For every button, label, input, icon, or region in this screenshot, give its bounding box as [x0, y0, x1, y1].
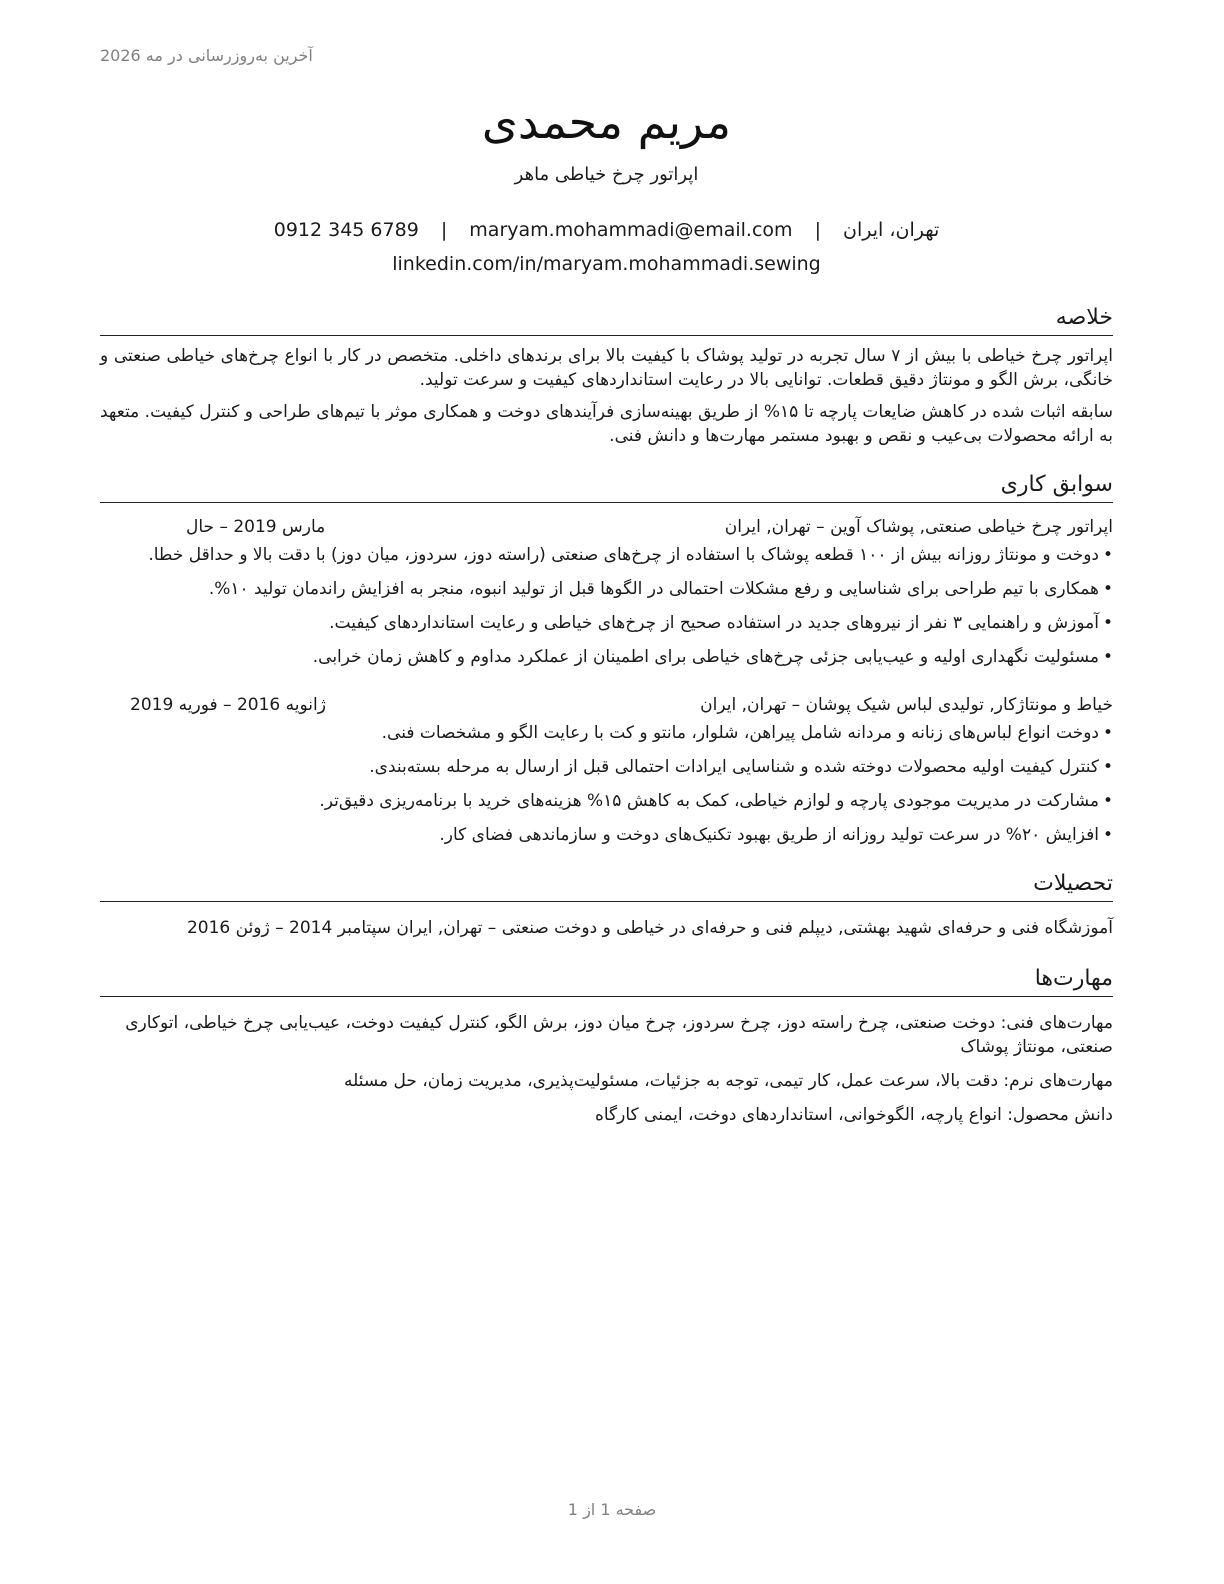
- job-bullet: • مسئولیت نگهداری اولیه و عیب‌یابی جزئی چرخ‌های خیاطی برای اطمینان از عملکرد مداوم و کاهش زمان خرابی.: [100, 645, 1113, 669]
- linkedin-line: [100, 247, 1113, 281]
- section-title-summary: خلاصه: [100, 303, 1113, 336]
- job-entry: [100, 691, 1113, 847]
- section-title-education: تحصیلات: [100, 869, 1113, 902]
- job-bullet: • دوخت انواع لباس‌های زنانه و مردانه شامل پیراهن، شلوار، مانتو و کت با رعایت الگو و مشخصات فنی.: [100, 721, 1113, 745]
- linkedin-link[interactable]: linkedin.com/in/maryam.mohammadi.sewing: [392, 253, 821, 275]
- job-heading: خیاط و مونتاژکار, تولیدی لباس شیک پوشان – تهران, ایران: [700, 695, 1113, 715]
- contact-info: [100, 213, 1113, 281]
- job-title: اپراتور چرخ خیاطی ماهر: [514, 164, 699, 185]
- last-updated-note: آخرین به‌روزرسانی در مه 2026: [100, 46, 313, 65]
- job-bullet: • همکاری با تیم طراحی برای شناسایی و رفع مشکلات احتمالی در الگوها قبل از تولید انبوه، منجر به افزایش راندمان تولید ۱۰%.: [100, 577, 1113, 601]
- resume-header: [100, 0, 1113, 281]
- job-bullet: • دوخت و مونتاژ روزانه بیش از ۱۰۰ قطعه پوشاک با استفاده از چرخ‌های صنعتی (راسته دوز، سردوز، میان دوز) با دقت بالا و حداقل خطا.: [100, 543, 1113, 567]
- experience-section: [100, 470, 1113, 847]
- email-link[interactable]: maryam.mohammadi@email.com: [469, 219, 793, 241]
- summary-section: [100, 303, 1113, 448]
- summary-paragraph: اپراتور چرخ خیاطی با بیش از ۷ سال تجربه در تولید پوشاک با کیفیت بالا برای برندهای داخلی. متخصص در کار با انواع چرخ‌های خیاطی صنعتی و خانگی، برش الگو و مونتاژ دقیق قطعات. توانایی بالا در رعایت استانداردهای کیفیت و سرعت تولید.: [100, 346, 1113, 390]
- education-section: [100, 869, 1113, 942]
- section-title-experience: سوابق کاری: [100, 470, 1113, 503]
- skills-product-knowledge: دانش محصول: انواع پارچه، الگوخوانی، استانداردهای دوخت، ایمنی کارگاه: [594, 1105, 1113, 1125]
- job-bullet: • مشارکت در مدیریت موجودی پارچه و لوازم خیاطی، کمک به کاهش ۱۵% هزینه‌های خرید با برنامه‌ریزی دقیق‌تر.: [100, 789, 1113, 813]
- skills-section: [100, 964, 1113, 1127]
- skills-technical: مهارت‌های فنی: دوخت صنعتی، چرخ راسته دوز، چرخ سردوز، چرخ میان دوز، برش الگو، کنترل کیفیت دوخت، عیب‌یابی چرخ خیاطی، اتوکاری صنعتی، مونتاژ پوشاک: [125, 1013, 1113, 1057]
- job-bullet: • آموزش و راهنمایی ۳ نفر از نیروهای جدید در استفاده صحیح از چرخ‌های خیاطی و رعایت استانداردهای کیفیت.: [100, 611, 1113, 635]
- job-bullet: • افزایش ۲۰% در سرعت تولید روزانه از طریق بهبود تکنیک‌های دوخت و سازماندهی فضای کار.: [100, 823, 1113, 847]
- contact-line: [100, 213, 1113, 247]
- job-dates: مارس 2019 – حال: [186, 517, 326, 537]
- page-number: صفحه 1 از 1: [567, 1500, 657, 1519]
- job-header: [100, 513, 1113, 541]
- phone-number: 0912 345 6789: [273, 219, 419, 241]
- resume-page: [100, 0, 1113, 1127]
- location: تهران، ایران: [843, 219, 940, 241]
- job-bullets: [100, 721, 1113, 847]
- job-header: [100, 691, 1113, 719]
- job-bullets: [100, 543, 1113, 669]
- summary-paragraph: سابقه اثبات شده در کاهش ضایعات پارچه تا ۱۵% از طریق بهینه‌سازی فرآیندهای دوخت و همکاری موثر با تیم‌های طراحی و کنترل کیفیت. متعهد به ارائه محصولات بی‌عیب و نقص و بهبود مستمر مهارت‌ها و دانش فنی.: [100, 402, 1113, 446]
- person-name: مریم محمدی: [481, 95, 732, 149]
- job-bullet: • کنترل کیفیت اولیه محصولات دوخته شده و شناسایی ایرادات احتمالی قبل از ارسال به مرحله بسته‌بندی.: [100, 755, 1113, 779]
- separator: |: [440, 219, 448, 241]
- section-title-skills: مهارت‌ها: [100, 964, 1113, 997]
- skills-soft: مهارت‌های نرم: دقت بالا، سرعت عمل، کار تیمی، توجه به جزئیات، مسئولیت‌پذیری، مدیریت زمان، حل مسئله: [343, 1071, 1113, 1091]
- job-heading: اپراتور چرخ خیاطی صنعتی, پوشاک آوین – تهران, ایران: [724, 517, 1113, 537]
- job-entry: [100, 513, 1113, 669]
- separator: |: [814, 219, 821, 241]
- education-entry: آموزشگاه فنی و حرفه‌ای شهید بهشتی, دیپلم فنی و حرفه‌ای در خیاطی و دوخت صنعتی – تهران, ایران سپتامبر 2014 – ژوئن 2016: [186, 918, 1113, 938]
- job-dates: ژانویه 2016 – فوریه 2019: [130, 695, 326, 715]
